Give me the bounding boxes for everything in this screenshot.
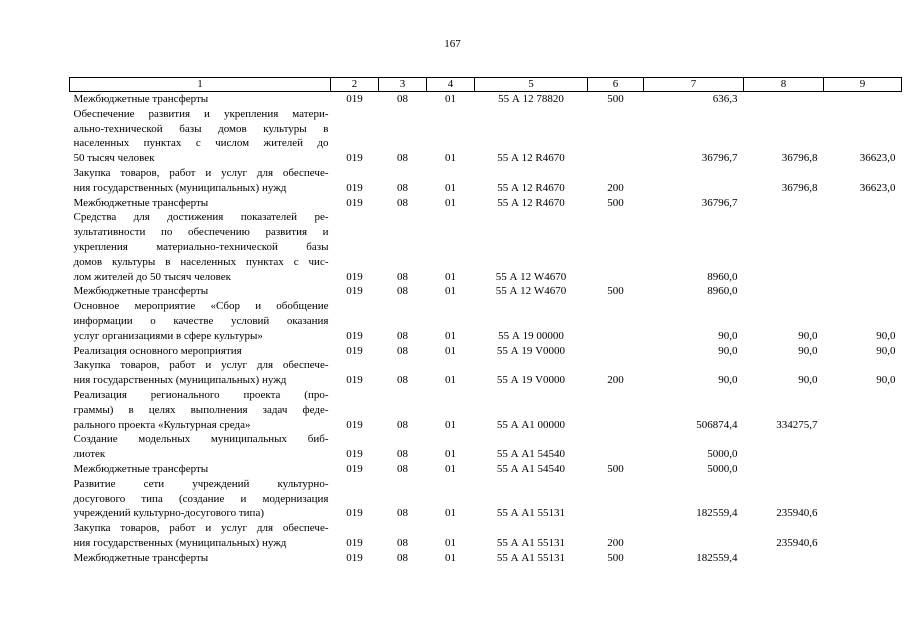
description-line: Закупка товаров, работ и услуг для обеспече- [73, 359, 329, 372]
cell-section: 08 [397, 152, 408, 165]
cell-target-item: 55 А А1 55131 [496, 507, 566, 520]
cell-expense-type [588, 107, 644, 166]
cell-ministry: 019 [346, 536, 363, 549]
description-line: услуг организациями в сфере культуры» [73, 329, 263, 342]
cell-ministry: 019 [346, 507, 363, 520]
cell-amount-8: 235940,6 [776, 507, 818, 520]
cell-target-item: 55 А 19 V0000 [496, 374, 566, 387]
description-line: Закупка товаров, работ и услуг для обеспече- [73, 522, 329, 535]
cell-expense-type: 200 [607, 536, 624, 549]
cell-amount-7: 90,0 [718, 329, 738, 342]
table-row [70, 299, 902, 343]
cell-subsection: 01 [445, 418, 456, 431]
description-line: Создание модельных муниципальных биб- [73, 433, 329, 446]
cell-description [70, 210, 331, 284]
table-row [70, 388, 902, 432]
budget-table [69, 77, 902, 566]
cell-description [70, 432, 331, 462]
cell-description [70, 477, 331, 521]
cell-ministry: 019 [346, 374, 363, 387]
cell-expense-type [588, 299, 644, 343]
description-line: Основное мероприятие «Сбор и обобщение [73, 300, 329, 313]
description-line: Межбюджетные трансферты [73, 462, 209, 475]
table-header [70, 78, 902, 92]
cell-target-item: 55 А А1 54540 [496, 462, 566, 475]
cell-expense-type: 500 [607, 93, 624, 105]
cell-subsection: 01 [445, 507, 456, 520]
cell-expense-type: 200 [607, 374, 624, 387]
cell-subsection: 01 [445, 152, 456, 165]
description-line: Межбюджетные трансферты [73, 196, 209, 209]
cell-amount-8: 334275,7 [776, 418, 818, 431]
header-col-7: 7 [644, 78, 744, 92]
cell-description [70, 107, 331, 166]
description-line: домов культуры в населенных пунктах с чис- [73, 255, 329, 268]
description-line: рального проекта «Культурная среда» [73, 418, 251, 431]
cell-section: 08 [397, 374, 408, 387]
cell-amount-8 [744, 196, 824, 211]
cell-target-item: 55 А 12 R4670 [497, 152, 565, 165]
cell-target-item: 55 А 19 V0000 [496, 344, 566, 357]
description-line: Развитие сети учреждений культурно- [73, 477, 329, 490]
cell-section: 08 [397, 270, 408, 283]
cell-amount-8: 90,0 [798, 329, 818, 342]
cell-amount-7: 506874,4 [696, 418, 738, 431]
cell-expense-type: 500 [607, 551, 624, 564]
cell-section: 08 [397, 196, 408, 209]
cell-amount-7: 36796,7 [701, 196, 738, 209]
description-line: лом жителей до 50 тысяч человек [73, 270, 231, 283]
description-line: Средства для достижения показателей ре- [73, 211, 329, 224]
cell-ministry: 019 [346, 448, 363, 461]
header-row [70, 78, 902, 92]
table-row [70, 107, 902, 166]
cell-amount-7: 90,0 [718, 344, 738, 357]
cell-subsection: 01 [445, 536, 456, 549]
cell-subsection: 01 [445, 285, 456, 298]
cell-target-item: 55 А А1 54540 [496, 448, 566, 461]
description-line: Закупка товаров, работ и услуг для обеспече- [73, 166, 329, 179]
header-col-8: 8 [744, 78, 824, 92]
cell-subsection: 01 [445, 196, 456, 209]
cell-target-item: 55 А А1 55131 [496, 551, 566, 564]
description-line: укрепления материально-технической базы [73, 240, 329, 253]
cell-amount-7: 8960,0 [707, 270, 738, 283]
description-line: Межбюджетные трансферты [73, 93, 209, 105]
cell-amount-9 [824, 284, 902, 299]
table-row [70, 358, 902, 388]
cell-expense-type [588, 344, 644, 359]
cell-description [70, 462, 331, 477]
cell-subsection: 01 [445, 462, 456, 475]
cell-ministry: 019 [346, 285, 363, 298]
cell-expense-type: 500 [607, 196, 624, 209]
cell-amount-9 [824, 432, 902, 462]
description-line: ния государственных (муниципальных) нужд [73, 181, 287, 194]
cell-section: 08 [397, 507, 408, 520]
cell-section: 08 [397, 344, 408, 357]
cell-ministry: 019 [346, 462, 363, 475]
header-col-3: 3 [379, 78, 427, 92]
description-line: лиотек [73, 448, 106, 461]
cell-target-item: 55 А 12 W4670 [495, 270, 567, 283]
cell-ministry: 019 [346, 418, 363, 431]
cell-expense-type [588, 477, 644, 521]
description-line: Межбюджетные трансферты [73, 285, 209, 298]
description-line: ально-технической базы домов культуры в [73, 122, 329, 135]
header-col-4: 4 [427, 78, 475, 92]
cell-description [70, 388, 331, 432]
cell-description [70, 521, 331, 551]
cell-section: 08 [397, 536, 408, 549]
cell-subsection: 01 [445, 270, 456, 283]
cell-amount-7: 5000,0 [707, 462, 738, 475]
cell-amount-8 [744, 284, 824, 299]
cell-description [70, 196, 331, 211]
cell-target-item: 55 А 19 00000 [498, 329, 564, 342]
cell-amount-7: 8960,0 [707, 285, 738, 298]
cell-ministry: 019 [346, 181, 363, 194]
cell-amount-9: 90,0 [876, 329, 896, 342]
cell-amount-7 [644, 521, 744, 551]
cell-section: 08 [397, 285, 408, 298]
cell-ministry: 019 [346, 551, 363, 564]
table-row [70, 210, 902, 284]
header-col-1: 1 [70, 78, 331, 92]
cell-description [70, 284, 331, 299]
cell-amount-8: 235940,6 [776, 536, 818, 549]
cell-ministry: 019 [346, 196, 363, 209]
page-number: 167 [444, 38, 461, 50]
cell-description [70, 344, 331, 359]
table-row [70, 344, 902, 359]
cell-expense-type [588, 210, 644, 284]
cell-amount-9 [824, 551, 902, 566]
cell-expense-type: 500 [607, 462, 624, 475]
cell-section: 08 [397, 551, 408, 564]
cell-target-item: 55 А 12 R4670 [497, 181, 565, 194]
cell-subsection: 01 [445, 551, 456, 564]
cell-amount-7: 636,3 [712, 93, 738, 105]
cell-section: 08 [397, 329, 408, 342]
header-col-9: 9 [824, 78, 902, 92]
cell-amount-9: 90,0 [876, 374, 896, 387]
cell-description [70, 166, 331, 196]
cell-amount-9 [824, 477, 902, 521]
cell-target-item: 55 А А1 00000 [496, 418, 566, 431]
description-line: населенных пунктах с числом жителей до [73, 137, 329, 150]
cell-target-item: 55 А 12 R4670 [497, 196, 565, 209]
cell-ministry: 019 [346, 152, 363, 165]
table-row [70, 477, 902, 521]
cell-section: 08 [397, 93, 408, 105]
cell-amount-9 [824, 210, 902, 284]
table-row [70, 521, 902, 551]
description-line: Реализация регионального проекта (про- [73, 388, 329, 401]
description-line: ния государственных (муниципальных) нужд [73, 374, 287, 387]
cell-ministry: 019 [346, 344, 363, 357]
cell-amount-8 [744, 462, 824, 477]
cell-amount-8 [744, 551, 824, 566]
cell-section: 08 [397, 462, 408, 475]
cell-amount-8: 36796,8 [781, 181, 818, 194]
table-row [70, 284, 902, 299]
cell-description [70, 551, 331, 566]
description-line: досугового типа (создание и модернизация [73, 492, 329, 505]
cell-subsection: 01 [445, 181, 456, 194]
cell-amount-9: 36623,0 [859, 152, 896, 165]
description-line: зультативности по обеспечению развития и [73, 226, 329, 239]
description-line: 50 тысяч человек [73, 152, 155, 165]
cell-description [70, 299, 331, 343]
description-line: Межбюджетные трансферты [73, 551, 209, 564]
description-line: информации о качестве условий оказания [73, 314, 329, 327]
description-line: Реализация основного мероприятия [73, 344, 242, 357]
cell-amount-9 [824, 92, 902, 107]
cell-subsection: 01 [445, 93, 456, 105]
cell-subsection: 01 [445, 448, 456, 461]
cell-amount-8: 36796,8 [781, 152, 818, 165]
table-row [70, 92, 902, 107]
cell-ministry: 019 [346, 93, 363, 105]
cell-target-item: 55 А 12 W4670 [495, 285, 567, 298]
cell-amount-7: 182559,4 [696, 507, 738, 520]
header-col-5: 5 [475, 78, 588, 92]
cell-ministry: 019 [346, 329, 363, 342]
cell-description [70, 92, 331, 107]
cell-subsection: 01 [445, 344, 456, 357]
cell-amount-8: 90,0 [798, 374, 818, 387]
cell-amount-7: 36796,7 [701, 152, 738, 165]
cell-amount-9: 90,0 [876, 344, 896, 357]
cell-amount-9 [824, 462, 902, 477]
cell-target-item: 55 А А1 55131 [496, 536, 566, 549]
cell-subsection: 01 [445, 374, 456, 387]
table-body [70, 92, 902, 566]
header-col-6: 6 [588, 78, 644, 92]
cell-ministry: 019 [346, 270, 363, 283]
cell-amount-7: 90,0 [718, 374, 738, 387]
cell-amount-8 [744, 432, 824, 462]
cell-subsection: 01 [445, 329, 456, 342]
cell-expense-type [588, 388, 644, 432]
cell-expense-type: 500 [607, 285, 624, 298]
table-row [70, 462, 902, 477]
cell-amount-7: 5000,0 [707, 448, 738, 461]
cell-expense-type: 200 [607, 181, 624, 194]
description-line: ния государственных (муниципальных) нужд [73, 536, 287, 549]
cell-amount-9: 36623,0 [859, 181, 896, 194]
cell-amount-7 [644, 166, 744, 196]
cell-section: 08 [397, 418, 408, 431]
cell-amount-8 [744, 92, 824, 107]
cell-amount-7: 182559,4 [696, 551, 738, 564]
cell-section: 08 [397, 181, 408, 194]
description-line: граммы) в целях выполнения задач феде- [73, 403, 329, 416]
cell-target-item: 55 А 12 78820 [498, 93, 564, 105]
cell-amount-9 [824, 196, 902, 211]
cell-amount-9 [824, 521, 902, 551]
cell-section: 08 [397, 448, 408, 461]
description-line: Обеспечение развития и укрепления матери- [73, 107, 329, 120]
header-col-2: 2 [331, 78, 379, 92]
cell-amount-8 [744, 210, 824, 284]
cell-expense-type [588, 432, 644, 462]
table-row [70, 432, 902, 462]
table-row [70, 196, 902, 211]
description-line: учреждений культурно-досугового типа) [73, 507, 264, 520]
cell-description [70, 358, 331, 388]
table-row [70, 166, 902, 196]
cell-amount-8: 90,0 [798, 344, 818, 357]
table-row [70, 551, 902, 566]
cell-amount-9 [824, 388, 902, 432]
